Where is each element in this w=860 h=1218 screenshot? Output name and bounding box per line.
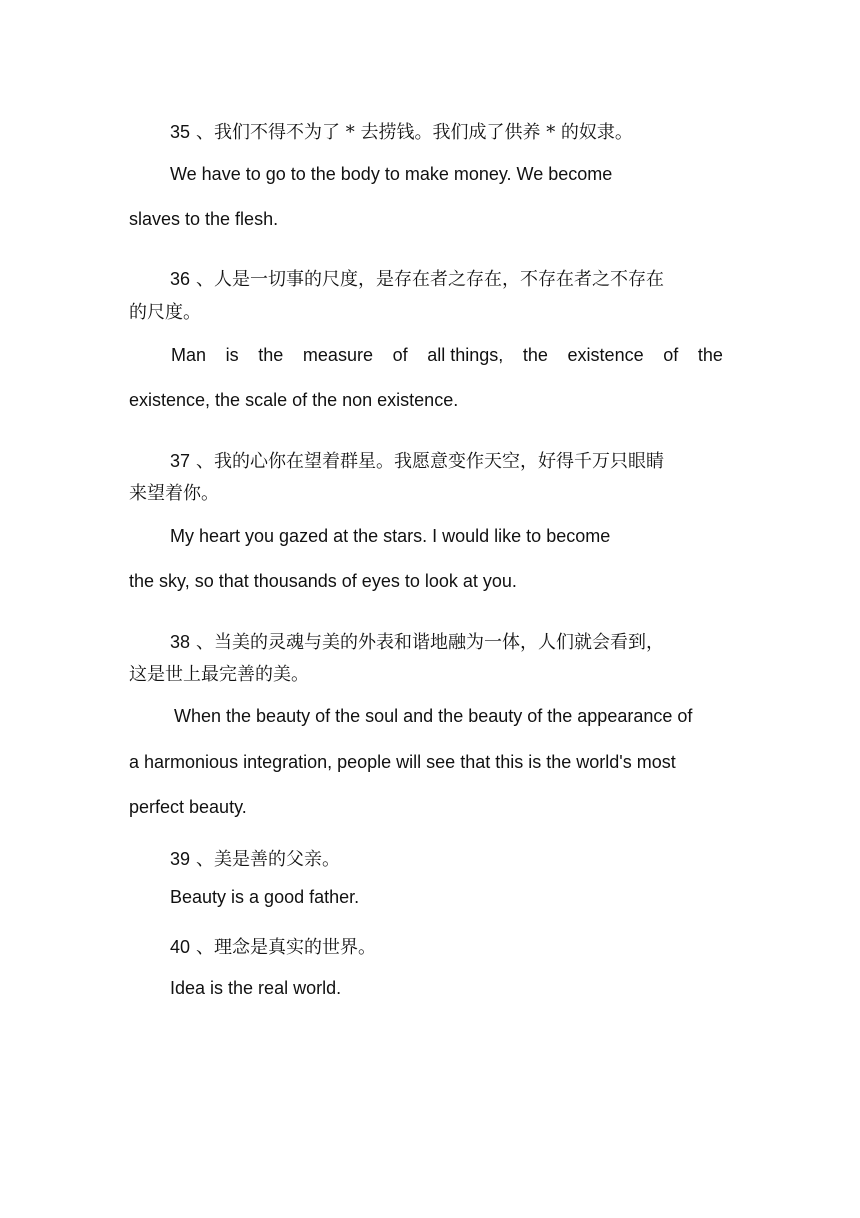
quote-separator: 、 bbox=[196, 122, 215, 143]
quote-36-en-line1 bbox=[171, 345, 723, 366]
quote-37-zh-line2: 来望着你。 bbox=[129, 483, 219, 504]
quote-separator: 、 bbox=[196, 451, 215, 472]
word: the bbox=[258, 345, 284, 365]
word: the bbox=[522, 345, 548, 365]
quote-zh-text: 美是善的父亲。 bbox=[214, 849, 341, 870]
quote-zh-text: 我的心你在望着群星。我愿意变作天空，好得千万只眼睛 bbox=[214, 451, 665, 472]
quote-number: 35 bbox=[170, 122, 191, 142]
quote-36-en-line2: existence, the scale of the non existence. bbox=[129, 390, 459, 410]
quote-40-zh bbox=[170, 933, 376, 959]
quote-zh-text: 我们不得不为了 * 去捞钱。我们成了供养 * 的奴隶。 bbox=[214, 122, 633, 143]
word: all things, bbox=[427, 345, 504, 365]
quote-38-en-line2: a harmonious integration, people will see that this is the world's most bbox=[129, 752, 676, 772]
quote-separator: 、 bbox=[196, 849, 215, 870]
quote-39-en-line1: Beauty is a good father. bbox=[170, 887, 360, 907]
word: measure bbox=[302, 345, 373, 365]
quote-39-zh bbox=[170, 845, 340, 871]
word: of bbox=[392, 345, 408, 365]
quote-38-en-line1: When the beauty of the soul and the beauty of the appearance of bbox=[174, 706, 693, 726]
word: existence bbox=[567, 345, 644, 365]
quote-40-en-line1: Idea is the real world. bbox=[170, 978, 342, 998]
quote-separator: 、 bbox=[196, 937, 215, 958]
quote-number: 39 bbox=[170, 849, 191, 869]
quote-separator: 、 bbox=[196, 269, 215, 290]
quote-number: 37 bbox=[170, 451, 191, 471]
quote-zh-text: 理念是真实的世界。 bbox=[214, 937, 377, 958]
word: is bbox=[225, 345, 239, 365]
quote-separator: 、 bbox=[196, 632, 215, 653]
quote-zh-text: 人是一切事的尺度，是存在者之存在，不存在者之不存在 bbox=[214, 269, 665, 290]
quote-38-zh-line2: 这是世上最完善的美。 bbox=[129, 664, 309, 685]
quote-37-en-line2: the sky, so that thousands of eyes to look at you. bbox=[129, 571, 517, 591]
quote-37-zh bbox=[170, 447, 664, 473]
quote-38-en-line3: perfect beauty. bbox=[129, 797, 247, 817]
word: of bbox=[663, 345, 679, 365]
quote-number: 36 bbox=[170, 269, 191, 289]
quote-38-zh bbox=[170, 628, 664, 654]
quote-37-en-line1: My heart you gazed at the stars. I would like to become bbox=[170, 526, 611, 546]
quote-zh-text: 当美的灵魂与美的外表和谐地融为一体，人们就会看到， bbox=[214, 632, 665, 653]
quote-number: 38 bbox=[170, 632, 191, 652]
word: the bbox=[697, 345, 723, 365]
quote-number: 40 bbox=[170, 937, 191, 957]
quote-36-zh bbox=[170, 265, 664, 291]
quote-35-en-line1: We have to go to the body to make money. We become bbox=[170, 164, 613, 184]
word: Man bbox=[171, 345, 207, 365]
quote-35-en-line2: slaves to the flesh. bbox=[129, 209, 279, 229]
quote-35-zh bbox=[170, 118, 633, 144]
quote-36-zh-line2: 的尺度。 bbox=[129, 302, 201, 323]
